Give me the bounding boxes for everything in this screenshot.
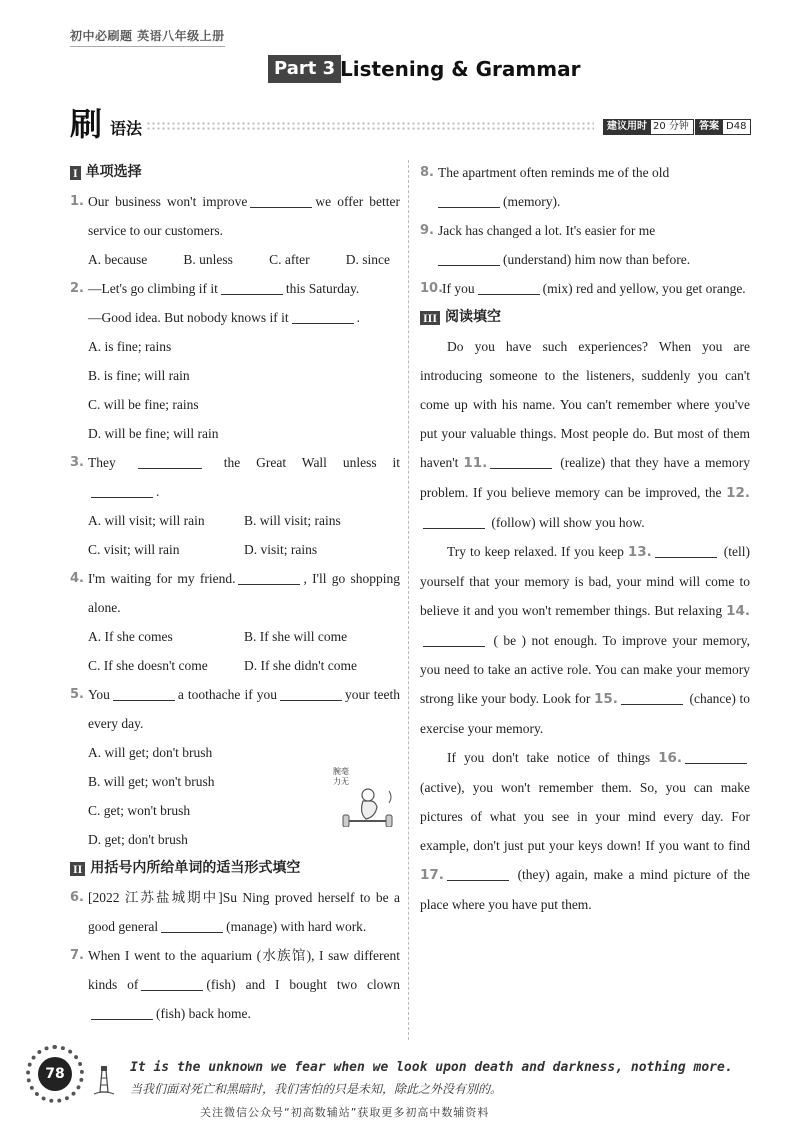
question-text: Our business won't improve: [88, 194, 248, 209]
question-text: , I'll go shopping alone.: [88, 571, 401, 615]
passage-text: Try to keep relaxed. If you keep: [447, 544, 624, 559]
section-2-heading: [70, 854, 400, 883]
brand-char: 刷: [70, 105, 103, 143]
page-number: 78: [38, 1057, 72, 1091]
question-number: 3.: [70, 455, 84, 470]
question-text: You: [88, 687, 110, 702]
options-1: [70, 245, 400, 274]
question-number: 9.: [420, 223, 434, 238]
question-number: 5.: [70, 687, 84, 702]
weightlifter-illustration: [333, 767, 395, 827]
option-b[interactable]: B. will visit; rains: [244, 513, 341, 528]
answer-blank[interactable]: [161, 919, 223, 934]
question-text: I'm waiting for my friend.: [88, 571, 236, 586]
option-a[interactable]: A. will get; don't brush: [88, 745, 213, 760]
answer-blank[interactable]: [91, 484, 153, 499]
question-number: 2.: [70, 281, 84, 296]
weightlifter-icon: [333, 787, 395, 827]
answer-blank[interactable]: [655, 544, 717, 559]
options-4b: [70, 651, 400, 680]
passage-text: (realize) that they have a memory problem. If you believe memory can be improved, the: [420, 455, 750, 500]
passage-text: ( be ) not enough. To improve your memory, you need to take an active role. You can make your memory strong like your body. Look for: [420, 633, 751, 706]
question-number: 1.: [70, 194, 84, 209]
option-b[interactable]: B. will get; won't brush: [88, 774, 215, 789]
question-text: (memory).: [503, 194, 561, 209]
section-3-title: 阅读填空: [445, 309, 502, 325]
passage-paragraph-1: [420, 332, 750, 537]
option-a[interactable]: A. will visit; will rain: [88, 513, 205, 528]
answer-label: 答案: [695, 119, 723, 135]
question-text: we offer better service to our customers.: [88, 194, 400, 238]
part-title: Listening & Grammar: [340, 57, 581, 81]
question-4: [70, 564, 400, 622]
question-number: 7.: [70, 948, 84, 963]
option-c[interactable]: C. get; won't brush: [88, 803, 191, 818]
answer-blank[interactable]: [621, 691, 683, 706]
option-d[interactable]: D. visit; rains: [244, 542, 318, 557]
answer-blank[interactable]: [141, 977, 203, 992]
lighthouse-icon: [92, 1062, 116, 1096]
gap-number: 17.: [420, 867, 444, 883]
question-2: [70, 274, 400, 332]
question-1: [70, 187, 400, 245]
question-text: your teeth every day.: [88, 687, 401, 731]
answer-blank[interactable]: [292, 310, 354, 325]
passage-text: (chance) to exercise your memory.: [420, 691, 750, 736]
question-text: —Let's go climbing if it: [88, 281, 218, 296]
option-d[interactable]: D. will be fine; will rain: [88, 426, 219, 441]
question-text: a toothache if you: [177, 687, 277, 702]
question-text: (understand) him now than before.: [503, 252, 691, 267]
passage-text: Do you have such experiences? When you are introducing someone to the listeners, suddenly you can't come up with his name. You can't remember where you've put your valuable things. Most people do. But most of them haven't: [420, 339, 750, 470]
gap-number: 11.: [463, 455, 488, 471]
option-d[interactable]: D. If she didn't come: [244, 658, 358, 673]
gap-number: 15.: [593, 691, 618, 707]
section-1-title: 单项选择: [85, 164, 142, 180]
option-a[interactable]: A. If she comes: [88, 629, 173, 644]
deco-caption: 腕毫力无: [333, 767, 349, 786]
question-text: Jack has changed a lot. It's easier for me: [438, 223, 656, 238]
passage-paragraph-3: [420, 743, 750, 919]
answer-blank[interactable]: [250, 194, 312, 209]
footer-quote-english: It is the unknown we fear when we look upon death and darkness, nothing more.: [130, 1060, 733, 1075]
passage-paragraph-2: [420, 537, 750, 743]
question-3: [70, 448, 400, 506]
question-number: 4.: [70, 571, 84, 586]
question-8: [420, 158, 750, 216]
footer-promo: 关注微信公众号“初高数辅站”获取更多初高中数辅资料: [200, 1106, 490, 1119]
question-text: the Great Wall unless it: [223, 455, 400, 470]
part-label: Part 3: [268, 55, 341, 83]
question-number: 6.: [70, 890, 84, 905]
question-text: .: [156, 484, 160, 499]
passage-text: (they) again, make a mind picture of the place where you have put them.: [420, 867, 751, 912]
section-3-roman: III: [420, 311, 440, 325]
question-text: (fish) back home.: [156, 1006, 251, 1021]
answer-blank[interactable]: [138, 455, 202, 470]
question-9: [420, 216, 750, 274]
options-3b: [70, 535, 400, 564]
answer-blank[interactable]: [238, 571, 300, 586]
question-10: [420, 274, 750, 303]
dotted-rule: [146, 121, 594, 131]
option-a[interactable]: A. is fine; rains: [88, 339, 172, 354]
question-text: (mix) red and yellow, you get orange.: [542, 281, 746, 296]
footer-quote-chinese: 当我们面对死亡和黑暗时，我们害怕的只是未知，除此之外没有别的。: [130, 1082, 503, 1096]
question-text: When I went to the aquarium (水族馆), I saw different kinds of: [88, 948, 400, 992]
question-number: 8.: [420, 165, 434, 180]
question-number: 10.: [420, 281, 444, 296]
question-text: .: [356, 310, 360, 325]
gap-number: 12.: [726, 485, 751, 501]
answer-blank[interactable]: [438, 252, 500, 267]
option-c[interactable]: C. If she doesn't come: [88, 658, 208, 673]
passage-text: If you don't take notice of things: [447, 750, 651, 765]
question-text: They: [88, 455, 116, 470]
gap-number: 14.: [726, 603, 750, 619]
question-text: —Good idea. But nobody knows if it: [88, 310, 289, 325]
answer-blank[interactable]: [280, 687, 342, 702]
options-4a: [70, 622, 400, 651]
time-value: 20 分钟: [648, 119, 694, 135]
gap-number: 13.: [627, 544, 652, 560]
passage-text: (follow) will show you how.: [491, 515, 645, 530]
section-heading: 语法: [110, 119, 143, 138]
question-7: [70, 941, 400, 1028]
option-b[interactable]: B. is fine; will rain: [88, 368, 190, 383]
option-b[interactable]: B. If she will come: [244, 629, 348, 644]
answer-blank[interactable]: [490, 455, 552, 470]
passage-text: (tell) yourself that your memory is bad, your mind will come to believe it and you won't remember things. But relaxing: [420, 544, 750, 618]
option-a[interactable]: A. because: [88, 252, 148, 267]
question-text: If you: [442, 281, 475, 296]
gap-number: 16.: [658, 750, 682, 766]
answer-blank[interactable]: [423, 515, 485, 530]
left-column: [70, 158, 400, 1028]
answer-blank[interactable]: [221, 281, 283, 296]
answer-blank[interactable]: [423, 633, 485, 648]
section-2-roman: II: [70, 862, 85, 876]
section-3-heading: [420, 303, 750, 332]
right-column: [420, 158, 750, 919]
option-b[interactable]: B. unless: [183, 252, 233, 267]
option-d[interactable]: D. get; don't brush: [88, 832, 188, 847]
question-text: (manage) with hard work.: [226, 919, 367, 934]
answer-blank[interactable]: [685, 750, 747, 765]
time-label: 建议用时: [603, 119, 651, 135]
answer-page: D48: [721, 119, 751, 135]
question-text: this Saturday.: [285, 281, 360, 296]
column-divider: [408, 160, 409, 1040]
answer-blank[interactable]: [478, 281, 540, 296]
answer-blank[interactable]: [91, 1006, 153, 1021]
option-c[interactable]: C. will be fine; rains: [88, 397, 199, 412]
answer-blank[interactable]: [447, 867, 509, 882]
option-c[interactable]: C. visit; will rain: [88, 542, 180, 557]
section-1-heading: [70, 158, 400, 187]
option-c[interactable]: C. after: [269, 252, 310, 267]
question-text: The apartment often reminds me of the old: [438, 165, 670, 180]
book-series-title: 初中必刷题 英语八年级上册: [70, 27, 225, 47]
answer-blank[interactable]: [113, 687, 175, 702]
question-6: [70, 883, 400, 941]
option-d[interactable]: D. since: [345, 252, 390, 267]
question-text: [2022 江苏盐城期中]Su Ning proved herself to be a good general: [88, 890, 400, 934]
options-3a: [70, 506, 400, 535]
answer-blank[interactable]: [438, 194, 500, 209]
question-text: (fish) and I bought two clown: [206, 977, 400, 992]
section-1-roman: I: [70, 166, 81, 180]
question-5: [70, 680, 400, 738]
section-2-title: 用括号内所给单词的适当形式填空: [90, 860, 301, 876]
passage-text: (active), you won't remember them. So, you can make pictures of what you see in your mind every day. For example, don't just put your keys down! If you want to find: [420, 780, 750, 853]
